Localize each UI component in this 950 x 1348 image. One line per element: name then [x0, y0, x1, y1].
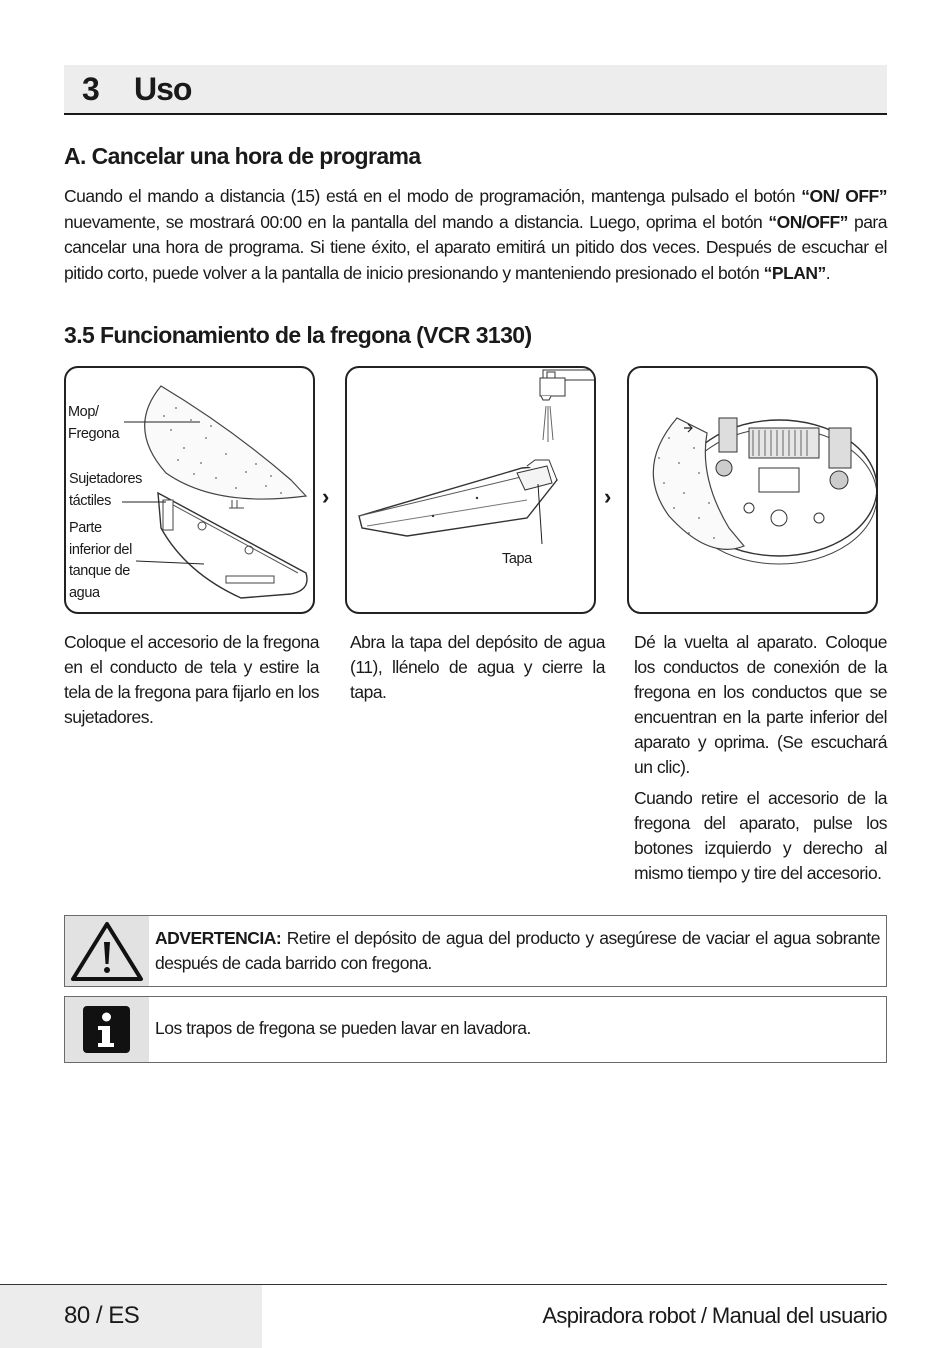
chapter-title: Uso — [134, 71, 192, 107]
warning-text — [155, 926, 880, 976]
warning-triangle-icon — [65, 916, 149, 986]
callout-fasteners — [69, 469, 142, 512]
figure-attach-robot — [627, 366, 878, 614]
callout-line: Mop/ — [68, 404, 99, 420]
warning-body: Retire el depósito de agua del producto y asegúrese de vaciar el agua sobrante después de cada barrido con fregona. — [155, 928, 880, 973]
callout-line: táctiles — [69, 492, 111, 509]
chapter-header — [64, 65, 887, 115]
water-tank-illustration — [347, 368, 596, 614]
callout-line: agua — [69, 584, 100, 601]
callout-tank-bottom — [69, 518, 132, 604]
callout-line: inferior del — [69, 541, 132, 558]
callout-line: tanque de — [69, 563, 130, 579]
page-number: 80 / ES — [64, 1302, 140, 1329]
info-notice — [64, 996, 887, 1063]
text-run: Cuando el mando a distancia (15) está en el modo de programación, mantenga pulsado el botón — [64, 186, 802, 206]
step-1-text: Coloque el accesorio de la fregona en el conducto de tela y estire la tela de la fregona para fijarlo en los sujetadores. — [64, 632, 319, 727]
figure-fill-tank — [345, 366, 596, 614]
warning-notice — [64, 915, 887, 987]
callout-line: Parte — [69, 520, 102, 536]
on-off-button-ref: “ON/OFF” — [768, 211, 848, 232]
warning-label: ADVERTENCIA: — [155, 928, 282, 948]
info-icon-cell — [65, 997, 149, 1062]
step-3-text: Dé la vuelta al aparato. Coloque los conductos de conexión de la fregona en los conductos que se encuentran en la parte inferior del aparato y oprima. (Se escuchará un clic). — [634, 632, 887, 777]
text-run: para cancelar una hora de programa. Si tiene éxito, el aparato emitirá un pitido dos veces. Después de escuchar el pitido corto, puede volver a la pantalla de inicio presionando y manteniendo presionado el botón — [64, 211, 887, 283]
callout-mop — [68, 402, 119, 445]
chapter-number: 3 — [82, 71, 99, 107]
step-arrow-icon: › — [322, 484, 330, 509]
plan-button-ref: “PLAN” — [763, 262, 826, 283]
section-a-heading: A. Cancelar una hora de programa — [64, 143, 421, 169]
info-text: Los trapos de fregona se pueden lavar en lavadora. — [155, 1018, 531, 1038]
step-2-text: Abra la tapa del depósito de agua (11), llénelo de agua y cierre la tapa. — [350, 632, 605, 702]
text-run: nuevamente, se mostrará 00:00 en la pantalla del mando a distancia. Luego, oprima el botón — [64, 211, 769, 232]
callout-line: Fregona — [68, 425, 120, 442]
on-off-button-ref: “ON/ OFF” — [801, 186, 887, 206]
info-icon — [65, 997, 149, 1062]
robot-underside-illustration — [629, 368, 878, 614]
section-a-paragraph — [64, 184, 887, 286]
footer-document-title: Aspiradora robot / Manual del usuario — [542, 1303, 887, 1328]
warning-icon-cell — [65, 916, 149, 986]
step-3-removal-text: Cuando retire el accesorio de la fregona del aparato, pulse los botones izquierdo y derecho al mismo tiempo y tire del accesorio. — [634, 788, 887, 883]
step-arrow-icon: › — [604, 484, 612, 509]
callout-line: Sujetadores — [69, 471, 142, 487]
section-35-heading: 3.5 Funcionamiento de la fregona (VCR 3130) — [64, 322, 532, 348]
callout-lid: Tapa — [502, 551, 532, 567]
figure-mop-attach — [64, 366, 315, 614]
text-run: . — [825, 262, 831, 283]
